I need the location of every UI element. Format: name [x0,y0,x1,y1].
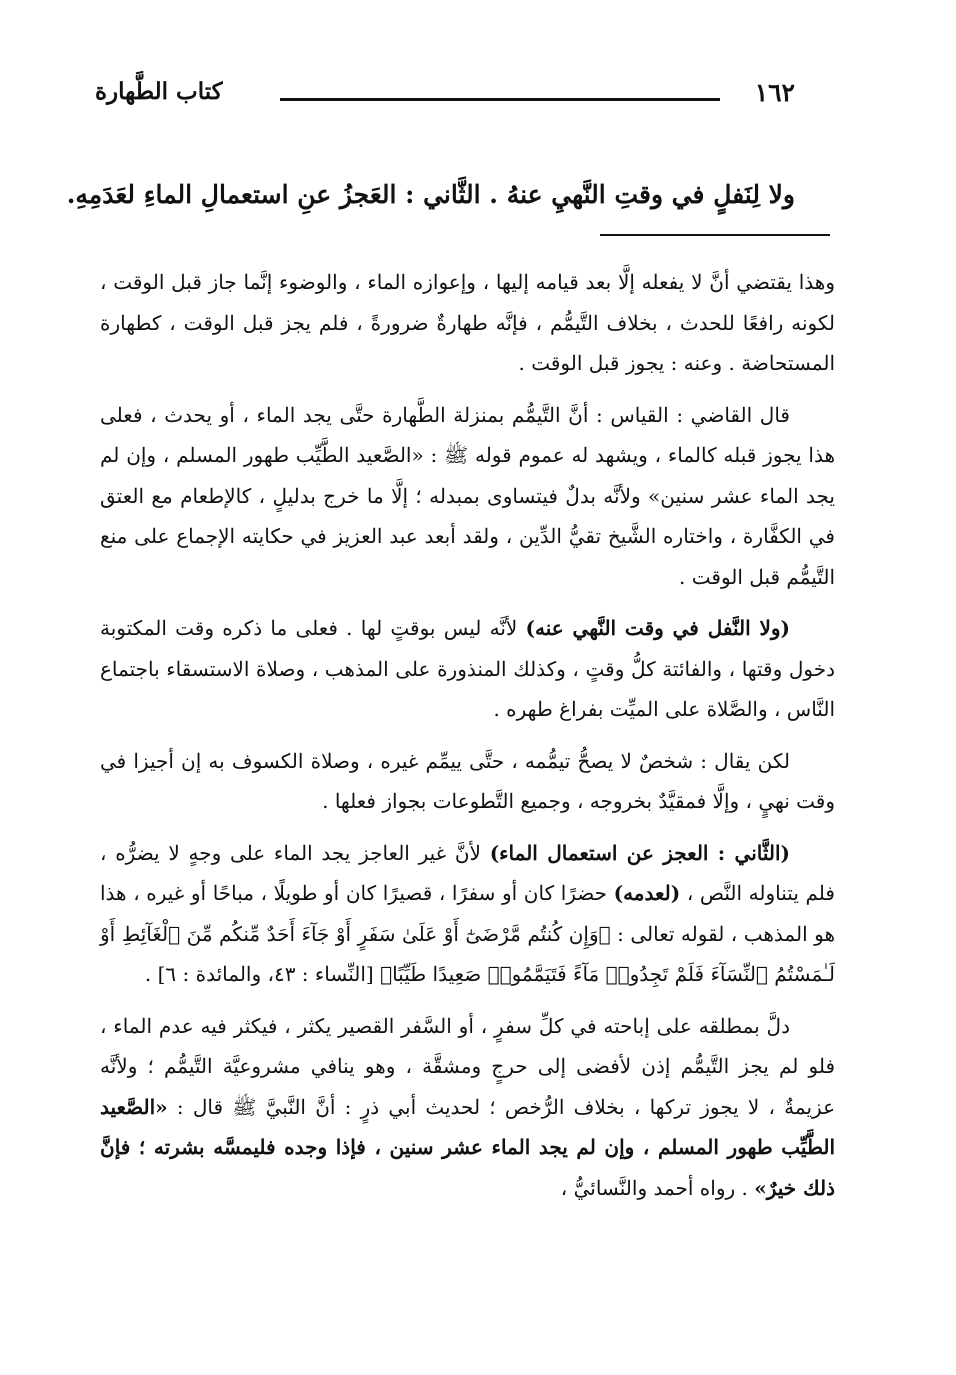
paragraph-1: وهذا يقتضي أنَّ لا يفعله إلَّا بعد قيامه إليها ، وإعوازه الماء ، والوضوء إنَّما جاز قبل الوقت ، لكونه رافعًا للحدث ، بخلاف التَّيمُّم ، فإنَّه طهارةٌ ضرورةً ، فلم يجز قبل الوقت ، كطهارة المستحاضة . وعنه : يجوز قبل الوقت . [100,270,835,375]
paragraph-5-text-b: حضرًا كان أو سفرًا ، قصيرًا كان أو طويلًا ، مباحًا أو غيره ، هذا هو المذهب ، لقوله تعالى : [100,881,836,946]
paragraph-3 [100,608,835,730]
paragraph-5 [100,833,835,995]
paragraph-3-text: لأنَّه ليس بوقتٍ لها . فعلى ما ذكره وقت المكتوبة دخول وقتها ، والفائتة كلُّ وقتٍ ، وكذلك المنذورة على المذهب ، وصلاة الاستسقاء باجتماع النَّاس ، والصَّلاة على الميِّت بفراغ طهره . [100,616,835,721]
matn-quote-2: (الثَّاني : العجز عن استعمال الماء) [489,840,790,865]
commentary-body [100,262,835,1219]
paragraph-2: قال القاضي : القياس : أنَّ التَّيمُّم بمنزلة الطَّهارة حتَّى يجد الماء ، أو يحدث ، فعلى هذا يجوز قبله كالماء ، ويشهد له عموم قوله ﷺ : «الصَّعيد الطَّيِّب طهور المسلم ، وإن لم يجد الماء عشر سنين» ولأنَّه بدلٌ فيتساوى بمبدله ؛ إلَّا ما خرج بدليلٍ ، كالإطعام مع العتق في الكفَّارة ، واختاره الشَّيخ تقيُّ الدِّين ، ولقد أبعد عبد العزيز في حكايته الإجماع على منع التَّيمُّم قبل الوقت . [100,402,835,589]
paragraph-5-text-a: لأنَّ غير العاجز يجد الماء على وجهٍ لا يضرُّه ، فلم يتناوله النَّص ، [100,840,835,905]
matn-text: ولا لِنَفلٍ في وقتِ النَّهيِ عنهُ . الثَّاني : العَجزُ عنِ استعمالِ الماءِ لعَدَمِهِ. [66,180,795,209]
matn-quote: (ولا النَّفل في وقت النَّهي عنه) [525,616,791,640]
hadith-quote: «الصَّعيد الطَّيِّب طهور المسلم ، وإن لم يجد الماء عشر سنين ، فإذا وجده فليمسَّه بشرته ؛ فإنَّ ذلك خيرٌ» [100,1094,835,1200]
matn-separator [600,234,830,236]
header-rule [280,98,720,101]
verse-reference: [النِّساء : ٤٣، والمائدة : ٦] . [144,962,381,986]
book-title: كتاب الطَّهارة [95,78,223,105]
paragraph-4: لكن يقال : شخصٌ لا يصحُّ تيمُّمه ، حتَّى ييمِّم غيره ، وصلاة الكسوف به إن أجيزا في وقت نهيٍ ، وإلَّا فمقيَّدٌ بخروجه ، وجميع التَّطوعات بجواز فعلها . [100,748,835,813]
paragraph-6-text-b: . رواه أحمد والنَّسائيُّ ، [560,1175,755,1200]
page-header [95,78,795,118]
paragraph-6 [100,1006,835,1209]
quran-verse: ﴿وَإِن كُنتُم مَّرْضَىٰٓ أَوْ عَلَىٰ سَفَرٍ أَوْ جَآءَ أَحَدٌ مِّنكُم مِّنَ ٱلْغَآئِطِ أَوْ لَـٰمَسْتُمُ ٱلنِّسَآءَ فَلَمْ تَجِدُوا۟ مَآءً فَتَيَمَّمُوا۟ صَعِيدًا طَيِّبًا﴾ [100,921,835,986]
page-number: ١٦٢ [754,78,795,107]
paragraph-6-text-a: دلَّ بمطلقه على إباحته في كلِّ سفرٍ ، أو السَّفر القصير يكثر ، فيكثر فيه عدم الماء ، فلو لم يجز التَّيمُّم إذن لأفضى إلى حرجٍ ومشقَّة ، وهو ينافي مشروعيَّة التَّيمُّم ؛ ولأنَّه عزيمةٌ ، لا يجوز تركها ، بخلاف الرُّخص ؛ لحديث أبي ذرٍ : أنَّ النَّبيَّ ﷺ قال : [100,1013,835,1119]
matn-quote-3: (لعدمه) [613,881,681,905]
